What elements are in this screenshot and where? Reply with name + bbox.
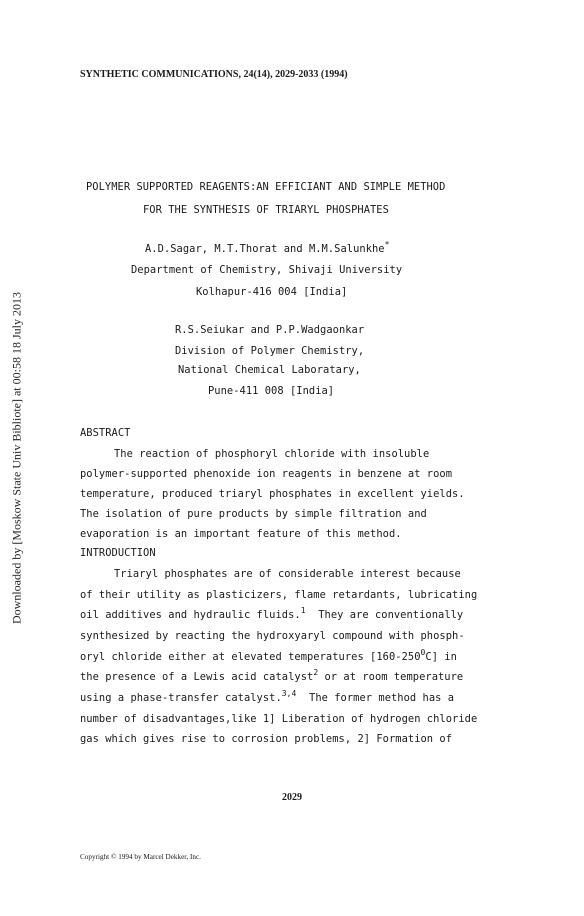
affiliation-1-line-1: Department of Chemistry, Shivaji University xyxy=(131,264,403,276)
intro-line: synthesized by reacting the hydroxyaryl compound with phosph- xyxy=(80,630,465,642)
corresponding-mark: * xyxy=(384,240,390,249)
intro-line: oryl chloride either at elevated temperatures $[160-250^0C]$ in xyxy=(80,648,457,663)
affiliation-2-line-1: Division of Polymer Chemistry, xyxy=(175,345,365,357)
abstract-line: polymer-supported phenoxide ion reagents in benzene at room xyxy=(80,468,453,480)
title-line-2: FOR THE SYNTHESIS OF TRIARYL PHOSPHATES xyxy=(143,204,389,216)
abstract-line: evaporation is an important feature of this method. xyxy=(80,528,402,540)
abstract-line: The reaction of phosphoryl chloride with insoluble xyxy=(114,448,430,460)
citation: 3,4 xyxy=(281,689,297,698)
intro-line: oil additives and hydraulic fluids.$^1$ They are conventionally xyxy=(80,606,464,621)
abstract-line: temperature, produced triaryl phosphates in excellent yields. xyxy=(80,488,465,500)
intro-line: the presence of a Lewis acid catalyst$^2$ or at room temperature xyxy=(80,668,464,683)
citation: 2 xyxy=(313,668,319,677)
page-number: 2029 xyxy=(282,792,302,803)
intro-line: number of disadvantages,like 1] Liberation of hydrogen chloride xyxy=(80,713,478,725)
copyright: Copyright © 1994 by Marcel Dekker, Inc. xyxy=(80,853,201,861)
intro-line: of their utility as plasticizers, flame retardants, lubricating xyxy=(80,589,478,601)
authors-2: R.S.Seiukar and P.P.Wadgaonkar xyxy=(175,324,365,336)
intro-line: using a phase-transfer catalyst.$^{3,4}$ The former method has a xyxy=(80,689,455,704)
download-note: Downloaded by [Moskow State Univ Bibliote] at 00:58 18 July 2013 xyxy=(9,292,24,624)
intro-line: Triaryl phosphates are of considerable interest because xyxy=(114,568,461,580)
journal-header: SYNTHETIC COMMUNICATIONS, 24(14), 2029-2033 (1994) xyxy=(80,69,348,80)
degree-mark: 0 xyxy=(420,648,426,657)
intro-line: gas which gives rise to corrosion problems, 2] Formation of xyxy=(80,733,453,745)
introduction-heading: INTRODUCTION xyxy=(80,547,156,559)
affiliation-1-line-2: Kolhapur-416 004 [India] xyxy=(196,286,348,298)
abstract-line: The isolation of pure products by simple filtration and xyxy=(80,508,427,520)
citation: 1 xyxy=(300,606,306,615)
authors-1: A.D.Sagar, M.T.Thorat and M.M.Salunkhe* xyxy=(145,240,390,255)
abstract-heading: ABSTRACT xyxy=(80,427,131,439)
affiliation-2-line-3: Pune-411 008 [India] xyxy=(208,385,335,397)
title-line-1: POLYMER SUPPORTED REAGENTS:AN EFFICIANT AND SIMPLE METHOD xyxy=(86,181,446,193)
affiliation-2-line-2: National Chemical Laboratary, xyxy=(178,364,361,376)
